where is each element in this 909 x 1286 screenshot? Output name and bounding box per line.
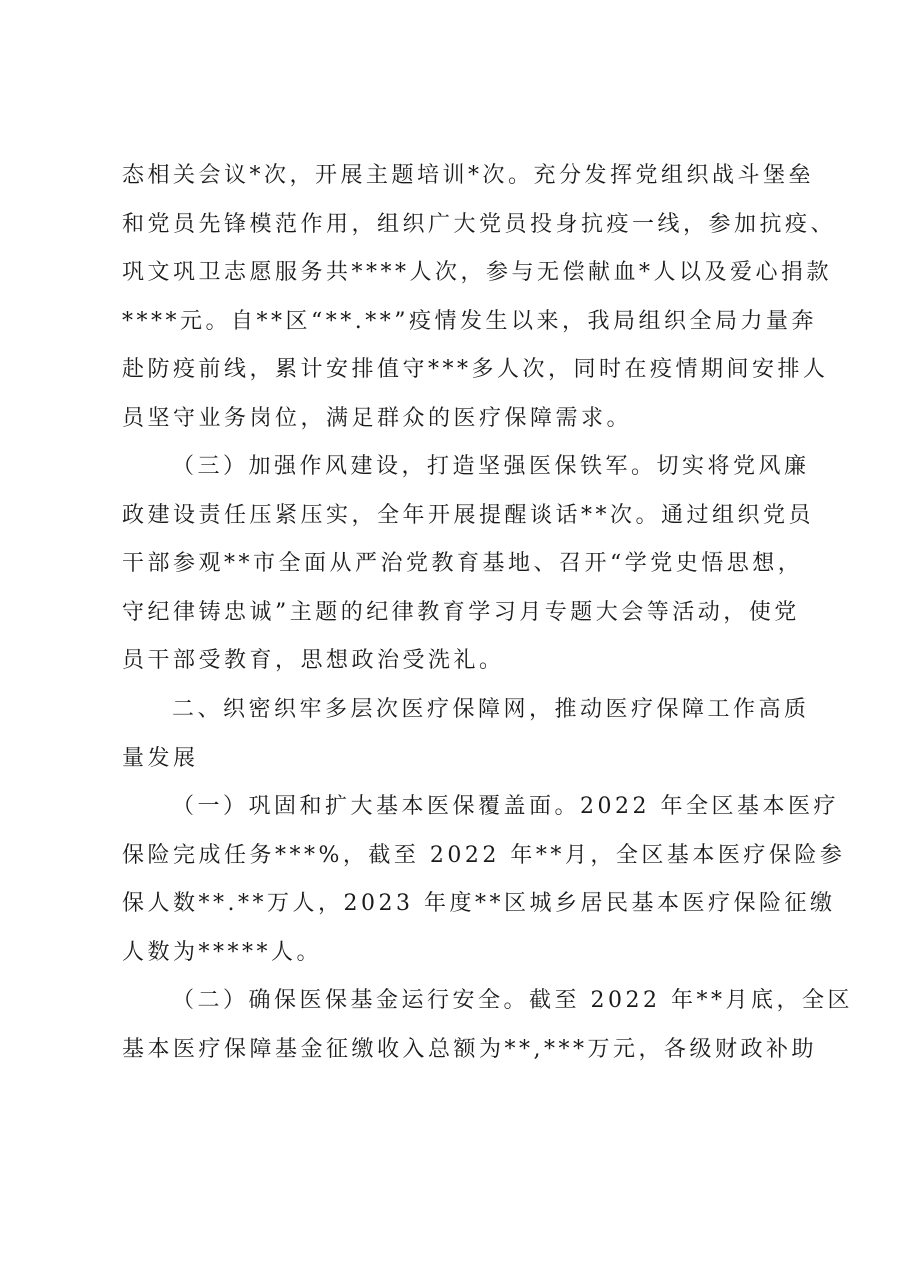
text-line: 保人数**.**万人，2023 年度**区城乡居民基本医疗保险征缴 [122, 891, 836, 916]
text-line: （二）确保医保基金运行安全。截至 2022 年**月底，全区 [172, 988, 853, 1013]
text-line: 政建设责任压紧压实，全年开展提醒谈话**次。通过组织党员 [122, 502, 815, 528]
paragraph-work-style [122, 443, 815, 686]
paragraph-coverage [122, 783, 846, 977]
text-line: 量发展 [122, 745, 199, 771]
text-line: 巩文巩卫志愿服务共****人次，参与无偿献血*人以及爱心捐款 [122, 260, 833, 285]
text-line: 守纪律铸忠诚”主题的纪律教育学习月专题大会等活动，使党 [122, 599, 800, 625]
text-line: 和党员先锋模范作用，组织广大党员投身抗疫一线，参加抗疫、 [122, 211, 837, 237]
text-line: ****元。自**区“**.**”疫情发生以来，我局组织全局力量奔 [122, 308, 817, 334]
text-line: 赴防疫前线，累计安排值守***多人次，同时在疫情期间安排人 [122, 357, 829, 382]
text-line: 保险完成任务***%，截至 2022 年**月，全区基本医疗保险参 [122, 842, 846, 868]
text-line: 人数为*****人。 [122, 939, 323, 965]
text-line: 员坚守业务岗位，满足群众的医疗保障需求。 [122, 405, 633, 431]
text-line: 基本医疗保障基金征缴收入总额为**,***万元，各级财政补助 [122, 1036, 817, 1062]
paragraph-fund-safety [122, 977, 853, 1074]
paragraph-party-activities [122, 152, 837, 443]
text-line: （三）加强作风建设，打造坚强医保铁军。切实将党风廉 [172, 454, 810, 479]
text-line: 员干部受教育，思想政治受洗礼。 [122, 648, 505, 673]
text-line: （一）巩固和扩大基本医保覆盖面。2022 年全区基本医疗 [172, 794, 839, 819]
text-line: 二、织密织牢多层次医疗保障网，推动医疗保障工作高质 [172, 697, 810, 722]
section-heading-two [122, 686, 812, 783]
text-line: 干部参观**市全面从严治党教育基地、召开“学党史悟思想， [122, 551, 804, 576]
text-line: 态相关会议*次，开展主题培训*次。充分发挥党组织战斗堡垒 [122, 163, 815, 188]
